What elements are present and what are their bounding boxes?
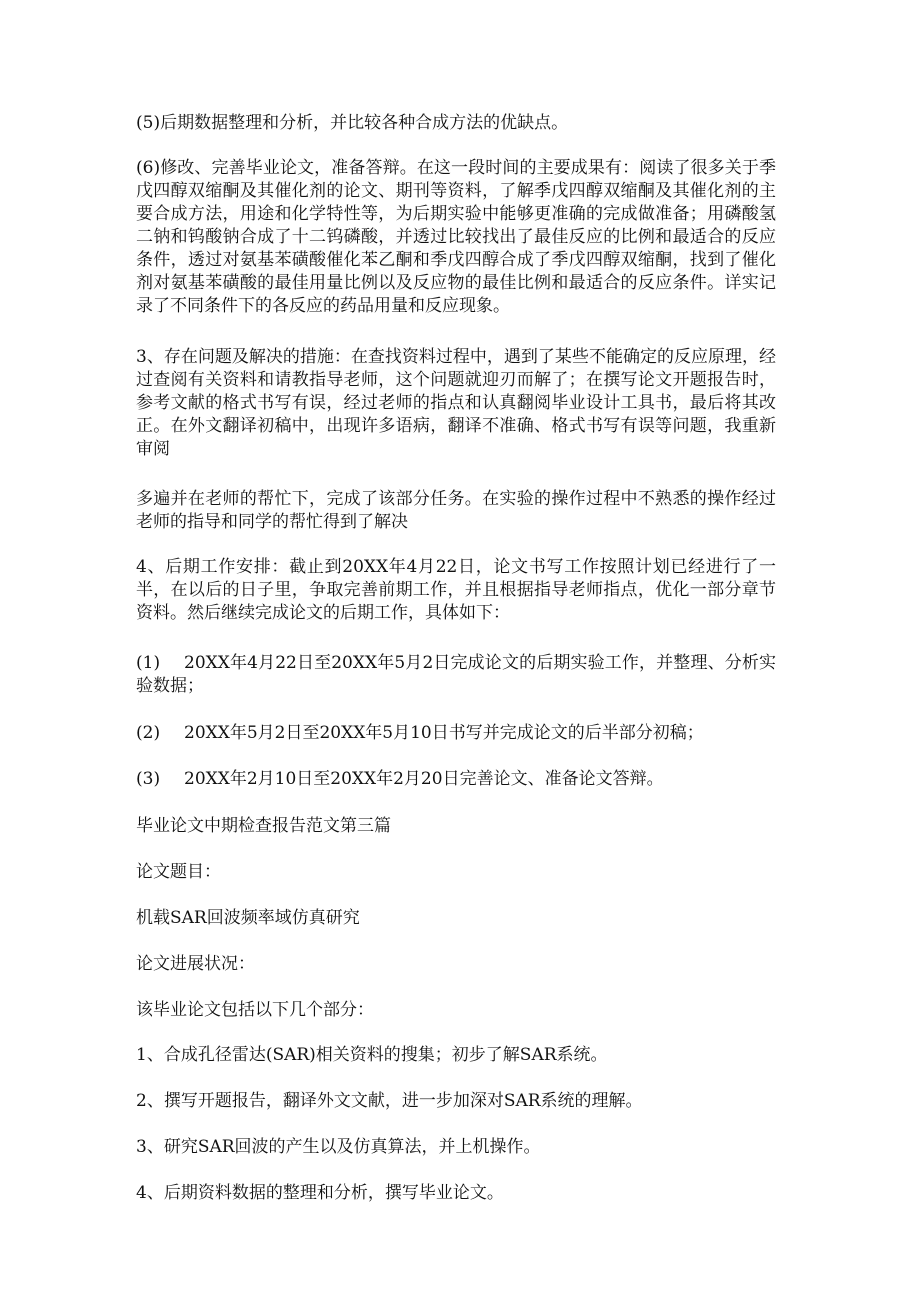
schedule-item-text: 20XX年2月10日至20XX年2月20日完善论文、准备论文答辩。 <box>184 769 664 789</box>
schedule-item-text: 20XX年4月22日至20XX年5月2日完成论文的后期实验工作，并整理、分析实验数据； <box>136 653 776 696</box>
paragraph-later-plan: 4、后期工作安排：截止到20XX年4月22日，论文书写工作按照计划已经进行了一半，在以后的日子里，争取完善前期工作，并且根据指导老师指点，优化一部分章节资料。然后继续完成论文的后期工作，具体如下： <box>136 557 776 623</box>
parts-intro: 该毕业论文包括以下几个部分： <box>136 1000 374 1020</box>
schedule-item-text: 20XX年5月2日至20XX年5月10日书写并完成论文的后半部分初稿； <box>184 723 704 743</box>
schedule-item <box>136 768 776 791</box>
paragraph-step-6: (6)修改、完善毕业论文，准备答辩。在这一段时间的主要成果有：阅读了很多关于季戊四醇双缩酮及其催化剂的论文、期刊等资料，了解季戊四醇双缩酮及其催化剂的主要合成方法，用途和化学特性等，为后期实验中能够更准确的完成做准备；用磷酸氢二钠和钨酸钠合成了十二钨磷酸，并透过比较找出了最佳反应的比例和最适合的反应条件，透过对氨基苯磺酸催化苯乙酮和季戊四醇合成了季戊四醇双缩酮，找到了催化剂对氨基苯磺酸的最佳用量比例以及反应物的最佳比例和最适合的反应条件。详实记录了不同条件下的各反应的药品用量和反应现象。 <box>136 158 776 316</box>
schedule-item-number: (2) <box>136 723 161 743</box>
topic-title: 机载SAR回波频率域仿真研究 <box>136 908 360 928</box>
part-item: 3、研究SAR回波的产生以及仿真算法，并上机操作。 <box>136 1137 541 1157</box>
paragraph-step-5: (5)后期数据整理和分析，并比较各种合成方法的优缺点。 <box>136 113 569 133</box>
section-heading: 毕业论文中期检查报告范文第三篇 <box>136 816 391 836</box>
part-item: 1、合成孔径雷达(SAR)相关资料的搜集；初步了解SAR系统。 <box>136 1045 608 1065</box>
topic-label: 论文题目： <box>136 862 221 882</box>
schedule-item <box>136 652 776 698</box>
part-item: 2、撰写开题报告，翻译外文文献，进一步加深对SAR系统的理解。 <box>136 1091 643 1111</box>
progress-label: 论文进展状况： <box>136 954 255 974</box>
part-item: 4、后期资料数据的整理和分析，撰写毕业论文。 <box>136 1183 504 1203</box>
schedule-item-number: (1) <box>136 653 161 673</box>
paragraph-problems: 3、存在问题及解决的措施：在查找资料过程中，遇到了某些不能确定的反应原理，经过查阅有关资料和请教指导老师，这个问题就迎刃而解了；在撰写论文开题报告时，参考文献的格式书写有误，经过老师的指点和认真翻阅毕业设计工具书，最后将其改正。在外文翻译初稿中，出现许多语病，翻译不准确、格式书写有误等问题，我重新审阅 <box>136 347 776 459</box>
paragraph-problems-continued: 多遍并在老师的帮忙下，完成了该部分任务。在实验的操作过程中不熟悉的操作经过老师的指导和同学的帮忙得到了解决 <box>136 489 776 532</box>
schedule-item <box>136 722 776 745</box>
schedule-item-number: (3) <box>136 769 161 789</box>
